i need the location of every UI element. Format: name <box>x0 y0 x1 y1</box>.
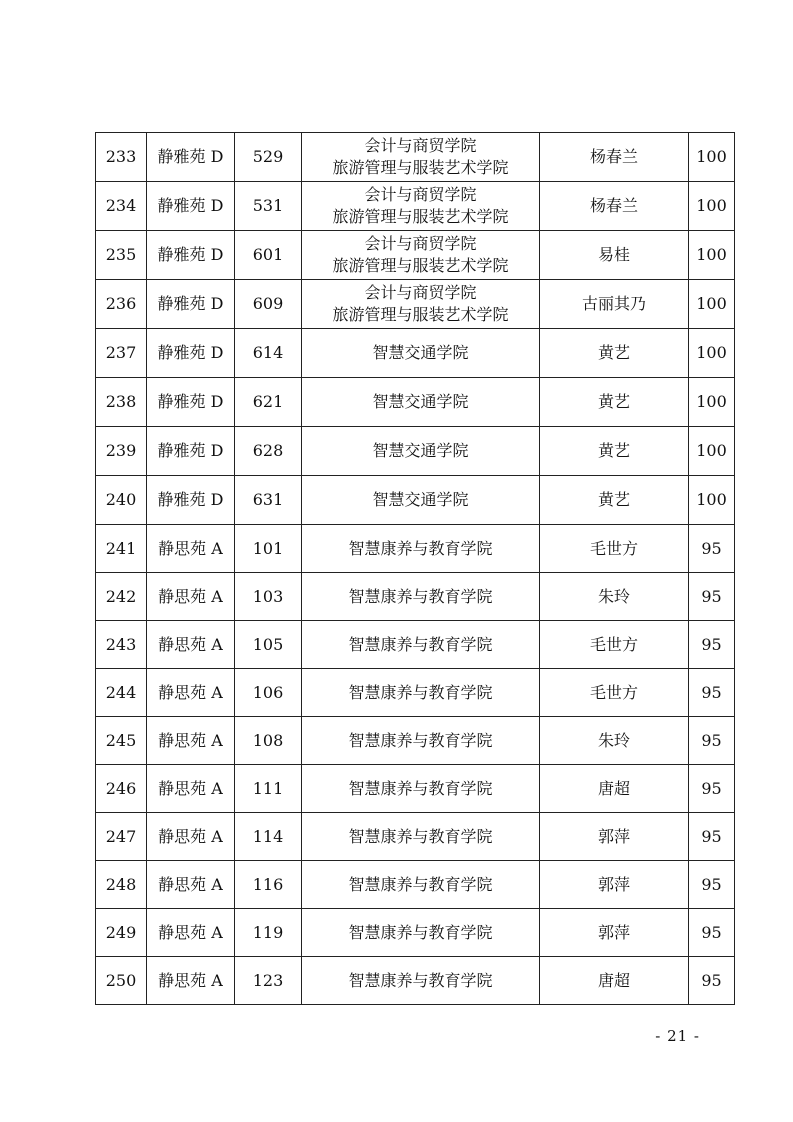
row-number-cell: 233 <box>96 133 147 182</box>
college-name-line: 智慧康养与教育学院 <box>348 730 493 750</box>
college-cell <box>302 573 540 621</box>
room-cell: 123 <box>235 957 302 1005</box>
advisor-cell: 黄艺 <box>540 427 689 476</box>
college-name-line: 智慧交通学院 <box>372 490 469 509</box>
table-row <box>96 573 735 621</box>
advisor-cell: 郭萍 <box>540 813 689 861</box>
building-cell: 静思苑 A <box>147 861 235 909</box>
score-cell: 95 <box>689 909 735 957</box>
college-name-line: 会计与商贸学院 <box>364 185 477 204</box>
building-cell: 静思苑 A <box>147 525 235 573</box>
advisor-cell: 毛世方 <box>540 525 689 573</box>
advisor-cell: 黄艺 <box>540 378 689 427</box>
room-cell: 614 <box>235 329 302 378</box>
score-cell: 95 <box>689 525 735 573</box>
room-cell: 631 <box>235 476 302 525</box>
room-cell: 116 <box>235 861 302 909</box>
college-cell <box>302 476 540 525</box>
college-cell <box>302 182 540 231</box>
advisor-cell: 毛世方 <box>540 669 689 717</box>
score-cell: 95 <box>689 861 735 909</box>
table-row <box>96 909 735 957</box>
college-name-line: 会计与商贸学院 <box>364 283 477 302</box>
advisor-cell: 黄艺 <box>540 476 689 525</box>
score-cell: 100 <box>689 231 735 280</box>
row-number-cell: 239 <box>96 427 147 476</box>
score-cell: 95 <box>689 573 735 621</box>
college-name-line: 智慧交通学院 <box>372 392 469 411</box>
table-row <box>96 621 735 669</box>
score-cell: 95 <box>689 813 735 861</box>
room-cell: 106 <box>235 669 302 717</box>
building-cell: 静雅苑 D <box>147 476 235 525</box>
table-row <box>96 813 735 861</box>
row-number-cell: 238 <box>96 378 147 427</box>
score-cell: 100 <box>689 329 735 378</box>
table-row <box>96 957 735 1005</box>
room-cell: 621 <box>235 378 302 427</box>
row-number-cell: 247 <box>96 813 147 861</box>
table-row <box>96 861 735 909</box>
dormitory-score-table <box>95 132 735 1005</box>
building-cell: 静雅苑 D <box>147 182 235 231</box>
row-number-cell: 249 <box>96 909 147 957</box>
score-cell: 100 <box>689 182 735 231</box>
advisor-cell: 黄艺 <box>540 329 689 378</box>
room-cell: 108 <box>235 717 302 765</box>
college-cell <box>302 957 540 1005</box>
room-cell: 609 <box>235 280 302 329</box>
row-number-cell: 250 <box>96 957 147 1005</box>
college-cell <box>302 329 540 378</box>
page-number: - 21 - <box>655 1027 700 1045</box>
score-cell: 100 <box>689 133 735 182</box>
table-row <box>96 280 735 329</box>
row-number-cell: 235 <box>96 231 147 280</box>
college-cell <box>302 525 540 573</box>
advisor-cell: 易桂 <box>540 231 689 280</box>
advisor-cell: 毛世方 <box>540 621 689 669</box>
advisor-cell: 唐超 <box>540 957 689 1005</box>
score-cell: 100 <box>689 476 735 525</box>
college-name-line: 智慧康养与教育学院 <box>348 538 493 558</box>
advisor-cell: 郭萍 <box>540 861 689 909</box>
college-name-line: 会计与商贸学院 <box>364 136 477 155</box>
room-cell: 103 <box>235 573 302 621</box>
college-name-line: 智慧康养与教育学院 <box>348 922 493 942</box>
row-number-cell: 244 <box>96 669 147 717</box>
room-cell: 628 <box>235 427 302 476</box>
advisor-cell: 郭萍 <box>540 909 689 957</box>
score-cell: 95 <box>689 717 735 765</box>
college-name-line: 智慧康养与教育学院 <box>348 586 493 606</box>
college-name-line: 智慧交通学院 <box>372 343 469 362</box>
college-name-line: 智慧康养与教育学院 <box>348 682 493 702</box>
row-number-cell: 240 <box>96 476 147 525</box>
building-cell: 静思苑 A <box>147 957 235 1005</box>
advisor-cell: 朱玲 <box>540 717 689 765</box>
college-cell <box>302 133 540 182</box>
room-cell: 119 <box>235 909 302 957</box>
score-cell: 95 <box>689 621 735 669</box>
college-name-line: 旅游管理与服装艺术学院 <box>332 207 509 226</box>
building-cell: 静思苑 A <box>147 573 235 621</box>
advisor-cell: 唐超 <box>540 765 689 813</box>
advisor-cell: 古丽其乃 <box>540 280 689 329</box>
row-number-cell: 234 <box>96 182 147 231</box>
college-name-line: 智慧康养与教育学院 <box>348 634 493 654</box>
college-name-line: 旅游管理与服装艺术学院 <box>332 305 509 324</box>
building-cell: 静思苑 A <box>147 813 235 861</box>
room-cell: 101 <box>235 525 302 573</box>
college-name-line: 智慧康养与教育学院 <box>348 970 493 990</box>
building-cell: 静思苑 A <box>147 717 235 765</box>
college-cell <box>302 861 540 909</box>
advisor-cell: 杨春兰 <box>540 182 689 231</box>
building-cell: 静思苑 A <box>147 765 235 813</box>
college-cell <box>302 813 540 861</box>
college-name-line: 会计与商贸学院 <box>364 234 477 253</box>
row-number-cell: 245 <box>96 717 147 765</box>
score-cell: 100 <box>689 378 735 427</box>
table-row <box>96 525 735 573</box>
room-cell: 531 <box>235 182 302 231</box>
college-cell <box>302 669 540 717</box>
room-cell: 529 <box>235 133 302 182</box>
table-body <box>96 133 735 1005</box>
building-cell: 静雅苑 D <box>147 231 235 280</box>
score-cell: 100 <box>689 427 735 476</box>
row-number-cell: 242 <box>96 573 147 621</box>
row-number-cell: 241 <box>96 525 147 573</box>
college-cell <box>302 280 540 329</box>
table-row <box>96 231 735 280</box>
advisor-cell: 朱玲 <box>540 573 689 621</box>
college-cell <box>302 621 540 669</box>
college-name-line: 智慧康养与教育学院 <box>348 874 493 894</box>
building-cell: 静思苑 A <box>147 909 235 957</box>
table-row <box>96 476 735 525</box>
row-number-cell: 243 <box>96 621 147 669</box>
college-cell <box>302 231 540 280</box>
score-cell: 95 <box>689 957 735 1005</box>
table-row <box>96 182 735 231</box>
table-row <box>96 765 735 813</box>
college-cell <box>302 765 540 813</box>
table-row <box>96 669 735 717</box>
room-cell: 105 <box>235 621 302 669</box>
college-name-line: 旅游管理与服装艺术学院 <box>332 256 509 275</box>
building-cell: 静雅苑 D <box>147 329 235 378</box>
college-name-line: 旅游管理与服装艺术学院 <box>332 158 509 177</box>
table-row <box>96 329 735 378</box>
building-cell: 静思苑 A <box>147 669 235 717</box>
college-name-line: 智慧康养与教育学院 <box>348 826 493 846</box>
table-row <box>96 133 735 182</box>
college-cell <box>302 427 540 476</box>
advisor-cell: 杨春兰 <box>540 133 689 182</box>
score-cell: 95 <box>689 669 735 717</box>
college-cell <box>302 717 540 765</box>
table-row <box>96 717 735 765</box>
row-number-cell: 236 <box>96 280 147 329</box>
room-cell: 111 <box>235 765 302 813</box>
building-cell: 静雅苑 D <box>147 378 235 427</box>
room-cell: 114 <box>235 813 302 861</box>
building-cell: 静雅苑 D <box>147 280 235 329</box>
college-name-line: 智慧交通学院 <box>372 441 469 460</box>
college-cell <box>302 378 540 427</box>
room-cell: 601 <box>235 231 302 280</box>
college-cell <box>302 909 540 957</box>
building-cell: 静雅苑 D <box>147 133 235 182</box>
building-cell: 静思苑 A <box>147 621 235 669</box>
row-number-cell: 237 <box>96 329 147 378</box>
row-number-cell: 248 <box>96 861 147 909</box>
score-cell: 95 <box>689 765 735 813</box>
table-row <box>96 378 735 427</box>
building-cell: 静雅苑 D <box>147 427 235 476</box>
table-row <box>96 427 735 476</box>
row-number-cell: 246 <box>96 765 147 813</box>
score-cell: 100 <box>689 280 735 329</box>
college-name-line: 智慧康养与教育学院 <box>348 778 493 798</box>
